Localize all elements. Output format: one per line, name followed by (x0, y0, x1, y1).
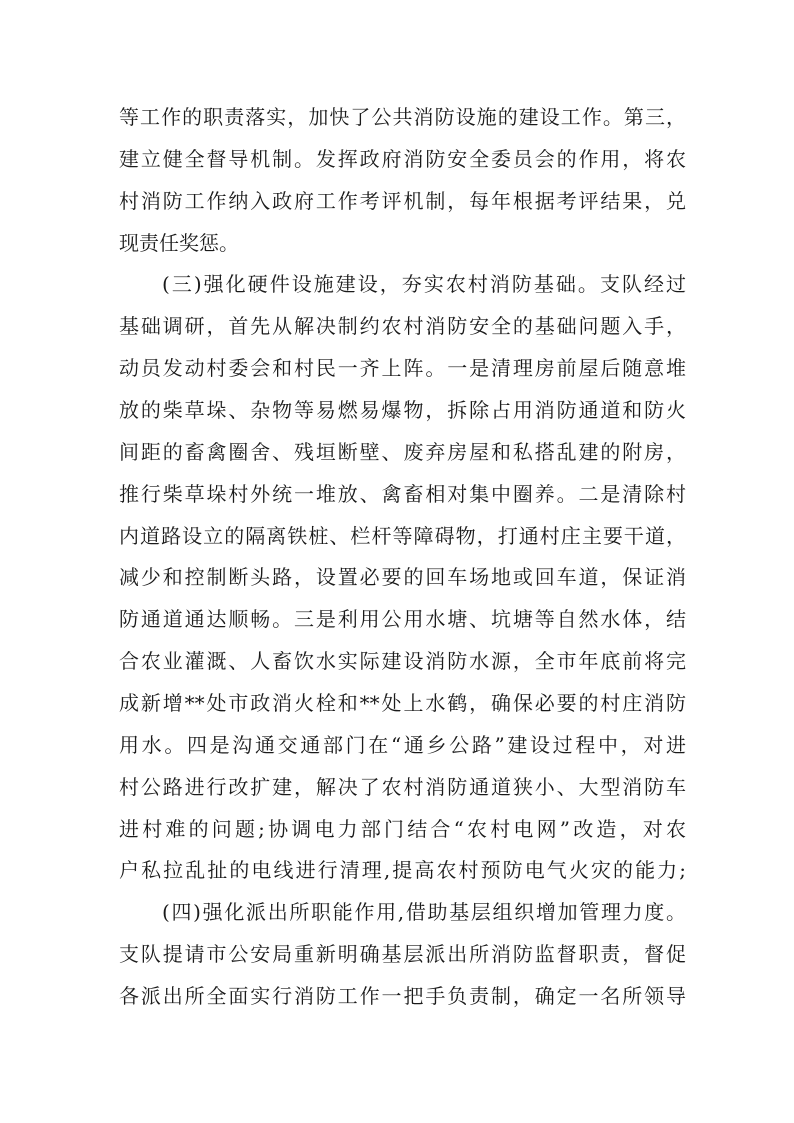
text-line: 成新增**处市政消火栓和**处上水鹤，确保必要的村庄消防 (119, 691, 686, 716)
paragraph (119, 264, 686, 892)
text-line: 基础调研，首先从解决制约农村消防安全的基础问题入手， (119, 314, 686, 339)
text-line: 现责任奖惩。 (119, 230, 239, 255)
text-line: 用水。四是沟通交通部门在“通乡公路”建设过程中，对进 (119, 732, 686, 757)
text-line: 合农业灌溉、人畜饮水实际建设消防水源，全市年底前将完 (119, 649, 686, 674)
text-line: 放的柴草垛、杂物等易燃易爆物，拆除占用消防通道和防火 (119, 398, 686, 423)
paragraph (119, 97, 686, 264)
text-line: 进村难的问题;协调电力部门结合“农村电网”改造，对农 (119, 816, 686, 841)
paragraph-heading-line: (三)强化硬件设施建设，夯实农村消防基础。支队经过 (162, 272, 686, 297)
text-line: 户私拉乱扯的电线进行清理,提高农村预防电气火灾的能力; (119, 858, 686, 883)
text-line: 动员发动村委会和村民一齐上阵。一是清理房前屋后随意堆 (119, 356, 686, 381)
text-line: 推行柴草垛村外统一堆放、禽畜相对集中圈养。二是清除村 (119, 481, 686, 506)
text-line: 各派出所全面实行消防工作一把手负责制，确定一名所领导 (119, 984, 686, 1009)
paragraph (119, 892, 686, 1018)
body-text (119, 97, 686, 1018)
text-line: 间距的畜禽圈舍、残垣断壁、废弃房屋和私搭乱建的附房， (119, 439, 686, 464)
text-line: 减少和控制断头路，设置必要的回车场地或回车道，保证消 (119, 565, 686, 590)
text-line: 内道路设立的隔离铁桩、栏杆等障碍物，打通村庄主要干道， (119, 523, 686, 548)
text-line: 村消防工作纳入政府工作考评机制，每年根据考评结果，兑 (119, 188, 686, 213)
text-line: 村公路进行改扩建，解决了农村消防通道狭小、大型消防车 (119, 774, 686, 799)
text-line: 建立健全督导机制。发挥政府消防安全委员会的作用，将农 (119, 146, 686, 171)
paragraph-heading-line: (四)强化派出所职能作用,借助基层组织增加管理力度。 (162, 900, 686, 925)
text-line: 防通道通达顺畅。三是利用公用水塘、坑塘等自然水体，结 (119, 607, 686, 632)
text-line: 等工作的职责落实，加快了公共消防设施的建设工作。第三， (119, 105, 686, 129)
text-line: 支队提请市公安局重新明确基层派出所消防监督职责，督促 (119, 942, 686, 967)
